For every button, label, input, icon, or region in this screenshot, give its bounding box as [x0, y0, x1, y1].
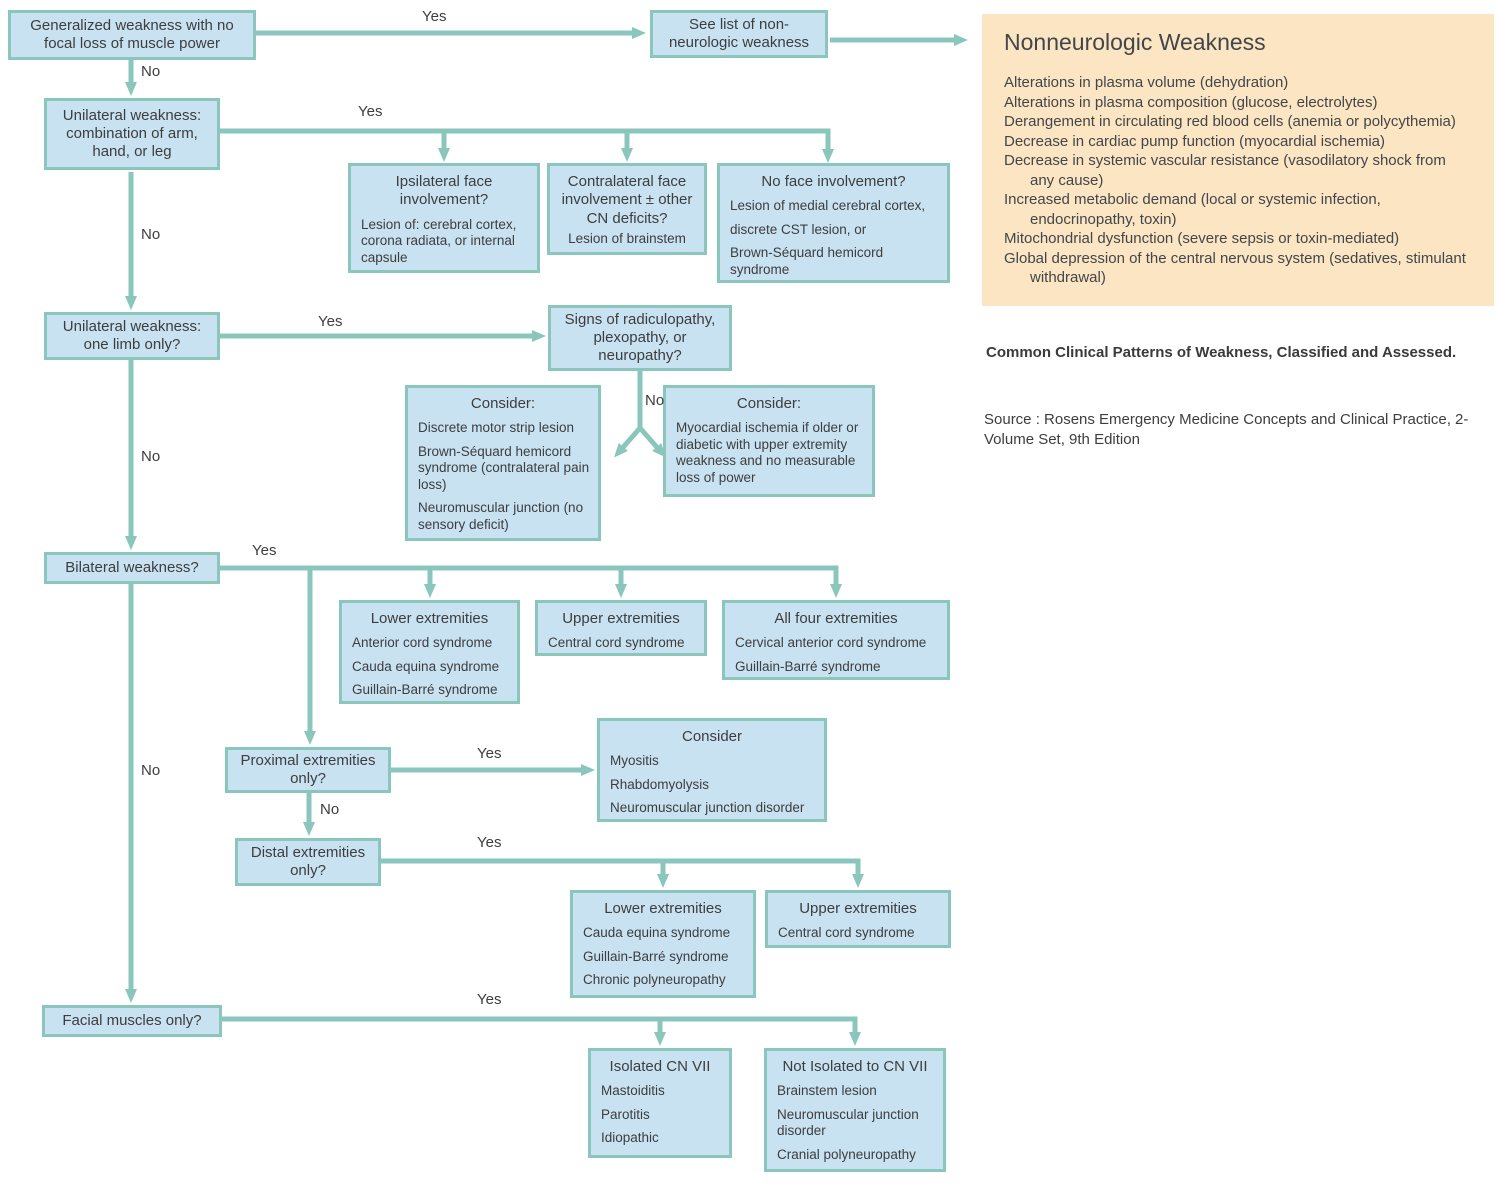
- nonneurologic-weakness-panel: [982, 14, 1494, 306]
- node-title: No face involvement?: [761, 173, 906, 190]
- node-radiculopathy: [548, 305, 732, 371]
- edge-label-no: No: [141, 226, 161, 243]
- edge-distal-yes-upper: [381, 861, 858, 882]
- node-title: Unilateral weakness: combination of arm, hand, or leg: [62, 106, 202, 161]
- panel-item: Alterations in plasma volume (dehydration): [1004, 74, 1289, 92]
- node-title: Consider: [681, 728, 743, 745]
- node-item: Lesion of medial cerebral cortex,: [730, 198, 926, 214]
- node-item: Lesion of: cerebral cortex, corona radiata, or internal capsule: [361, 216, 517, 265]
- node-title: Distal extremities only?: [250, 843, 366, 879]
- node-item: Anterior cord syndrome: [352, 635, 493, 651]
- panel-item: Derangement in circulating red blood cells (anemia or polycythemia): [1004, 113, 1456, 131]
- panel-list: [1004, 73, 1474, 288]
- edge-label-yes: Yes: [477, 834, 502, 851]
- node-item: Brainstem lesion: [777, 1083, 877, 1099]
- edge-radiculopathy-consider-left: [618, 428, 640, 453]
- panel-title: Nonneurologic Weakness: [1004, 29, 1266, 55]
- node-item: Myositis: [610, 753, 659, 769]
- node-item: Cauda equina syndrome: [583, 925, 731, 941]
- node-lower-extremities-2: [570, 890, 756, 998]
- node-item: Brown-Séquard hemicord syndrome: [730, 245, 884, 277]
- node-one-limb: [44, 312, 220, 360]
- node-consider-right: [663, 385, 875, 497]
- node-item: Neuromuscular junction disorder: [610, 800, 805, 816]
- node-item: Central cord syndrome: [778, 925, 915, 941]
- source-attribution: Source : Rosens Emergency Medicine Concepts and Clinical Practice, 2-Volume Set, 9th Edition: [984, 411, 1469, 448]
- edge-facial-yes-notisolated: [222, 1019, 855, 1040]
- node-title: Isolated CN VII: [609, 1058, 711, 1075]
- node-item: Guillain-Barré syndrome: [583, 948, 729, 964]
- edge-label-no: No: [141, 762, 161, 779]
- node-not-isolated-cn7: [764, 1048, 946, 1172]
- node-ipsilateral-face: [348, 163, 540, 273]
- panel-item: Alterations in plasma composition (glucose, electrolytes): [1004, 93, 1378, 111]
- node-title: Signs of radiculopathy, plexopathy, or neuropathy?: [564, 310, 716, 365]
- node-title: See list of non-neurologic weakness: [668, 15, 810, 51]
- node-consider-proximal: [597, 718, 827, 822]
- node-title: All four extremities: [774, 610, 898, 627]
- node-title: Lower extremities: [370, 610, 489, 627]
- node-title: Consider:: [470, 395, 536, 412]
- panel-item: Global depression of the central nervous system (sedatives, stimulant withdrawal): [1004, 249, 1466, 287]
- node-item: Myocardial ischemia if older or diabetic with upper extremity weakness and no measurable loss of power: [676, 420, 859, 485]
- edge-label-yes: Yes: [422, 8, 447, 25]
- edge-label-yes: Yes: [318, 313, 343, 330]
- node-item: Central cord syndrome: [548, 635, 685, 651]
- node-item: Lesion of brainstem: [568, 230, 686, 246]
- panel-item: Decrease in systemic vascular resistance (vasodilatory shock from any cause): [1004, 152, 1446, 189]
- node-item: Mastoiditis: [601, 1083, 665, 1099]
- node-item: Neuromuscular junction disorder: [777, 1106, 919, 1139]
- node-contralateral-face: [547, 163, 707, 255]
- node-item: discrete CST lesion, or: [730, 221, 867, 237]
- edge-label-yes: Yes: [252, 542, 277, 559]
- edge-label-yes: Yes: [477, 991, 502, 1008]
- node-item: Neuromuscular junction (no sensory deficit): [418, 500, 584, 532]
- node-see-list: [650, 10, 828, 58]
- edge-radiculopathy-consider-right: [640, 428, 662, 453]
- node-item: Guillain-Barré syndrome: [352, 682, 498, 698]
- edge-label-yes: Yes: [477, 745, 502, 762]
- node-item: Chronic polyneuropathy: [583, 972, 726, 988]
- edge-label-yes: Yes: [358, 103, 383, 120]
- node-isolated-cn7: [588, 1048, 732, 1158]
- node-distal-extremities: [235, 838, 381, 886]
- node-title: Ipsilateral face involvement?: [395, 173, 493, 209]
- edge-combo-yes-noface: [220, 131, 828, 157]
- node-title: Facial muscles only?: [62, 1011, 202, 1029]
- edge-label-no: No: [320, 801, 340, 818]
- node-title: Contralateral face involvement ± other CN deficits?: [561, 173, 693, 227]
- node-item: Guillain-Barré syndrome: [735, 658, 881, 674]
- node-item: Cauda equina syndrome: [352, 658, 500, 674]
- node-bilateral: [44, 552, 220, 584]
- edge-label-no: No: [645, 392, 665, 409]
- node-item: Idiopathic: [601, 1130, 659, 1146]
- node-upper-extremities-1: [535, 600, 707, 656]
- node-item: Brown-Séquard hemicord syndrome (contralateral pain loss): [418, 443, 590, 492]
- node-item: Discrete motor strip lesion: [418, 420, 575, 436]
- node-generalized-weakness: [8, 10, 256, 60]
- panel-item: Mitochondrial dysfunction (severe sepsis or toxin-mediated): [1004, 230, 1400, 248]
- node-item: Rhabdomyolysis: [610, 776, 710, 792]
- panel-item: Decrease in cardiac pump function (myocardial ischemia): [1004, 132, 1385, 150]
- node-title: Upper extremities: [799, 900, 917, 917]
- node-title: Bilateral weakness?: [65, 558, 199, 576]
- edge-label-no: No: [141, 448, 161, 465]
- node-title: Proximal extremities only?: [240, 751, 376, 787]
- figure-caption: Common Clinical Patterns of Weakness, Classified and Assessed.: [986, 344, 1457, 361]
- panel-item: Increased metabolic demand (local or systemic infection, endocrinopathy, toxin): [1004, 191, 1381, 228]
- node-all-four-extremities: [722, 600, 950, 680]
- node-unilateral-combination: [44, 98, 220, 170]
- node-proximal-extremities: [225, 747, 391, 793]
- node-item: Cranial polyneuropathy: [777, 1146, 916, 1162]
- node-lower-extremities-1: [339, 600, 520, 704]
- node-item: Cervical anterior cord syndrome: [735, 635, 927, 651]
- edge-label-no: No: [141, 63, 161, 80]
- node-title: Consider:: [736, 395, 802, 412]
- node-no-face: [717, 163, 950, 283]
- node-title: Generalized weakness with no focal loss of muscle power: [30, 16, 234, 52]
- node-consider-left: [405, 385, 601, 541]
- node-upper-extremities-2: [765, 890, 951, 948]
- node-item: Parotitis: [601, 1106, 650, 1122]
- node-title: Upper extremities: [562, 610, 680, 627]
- node-title: Not Isolated to CN VII: [782, 1058, 928, 1075]
- node-title: Lower extremities: [604, 900, 722, 917]
- node-facial-muscles: [42, 1005, 222, 1037]
- node-title: Unilateral weakness: one limb only?: [62, 317, 202, 353]
